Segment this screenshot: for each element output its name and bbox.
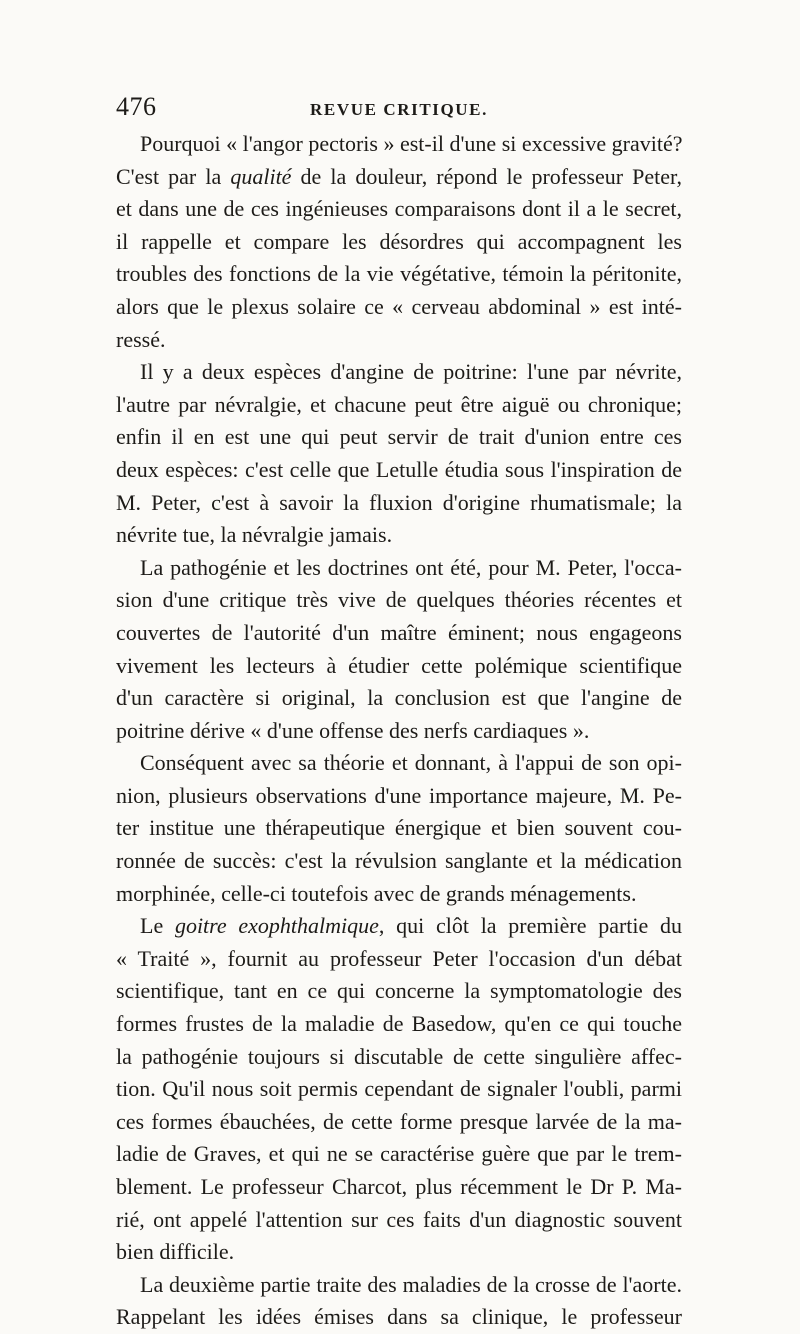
- paragraph: [116, 356, 682, 552]
- text-line: C'est par la qualité de la douleur, répond le professeur Peter,: [116, 163, 683, 189]
- text-line: enfin il en est une qui peut servir de trait d'union entre ces: [116, 424, 682, 450]
- running-head: [116, 92, 682, 124]
- text-line: bien difficile.: [116, 1239, 235, 1265]
- text-line: nion, plusieurs observations d'une importance majeure, M. Pe-: [116, 782, 682, 808]
- text-line: couvertes de l'autorité d'un maître éminent; nous engageons: [116, 619, 682, 645]
- text-line: sion d'une critique très vive de quelques théories récentes et: [116, 587, 682, 613]
- text-line: Rappelant les idées émises dans sa clinique, le professeur: [116, 1304, 682, 1330]
- text-line: Pourquoi « l'angor pectoris » est-il d'une si excessive gravité?: [140, 131, 683, 156]
- running-title: REVUE CRITIQUE.: [310, 100, 488, 119]
- text-line: Il y a deux espèces d'angine de poitrine: l'une par névrite,: [140, 359, 682, 385]
- text-line: Conséquent avec sa théorie et donnant, à l'appui de son opi-: [140, 750, 682, 776]
- text-line: troubles des fonctions de la vie végétative, témoin la péritonite,: [116, 261, 682, 287]
- text-line: et dans une de ces ingénieuses comparaisons dont il a le secret,: [116, 196, 682, 222]
- text-line: rié, ont appelé l'attention sur ces faits d'un diagnostic souvent: [116, 1206, 682, 1232]
- paragraph: [116, 910, 682, 1269]
- text-line: ces formes ébauchées, de cette forme presque larvée de la ma-: [116, 1108, 682, 1134]
- italic-word: qualité: [230, 163, 292, 189]
- text-line: vivement les lecteurs à étudier cette polémique scientifique: [116, 652, 682, 678]
- text-line: il rappelle et compare les désordres qui accompagnent les: [116, 228, 682, 254]
- text-line: alors que le plexus solaire ce « cerveau abdominal » est inté-: [116, 293, 682, 319]
- text-line: ladie de Graves, et qui ne se caractérise guère que par le trem-: [116, 1141, 682, 1167]
- text-line: La pathogénie et les doctrines ont été, pour M. Peter, l'occa-: [140, 554, 682, 580]
- text-line: d'un caractère si original, la conclusion est que l'angine de: [116, 685, 682, 711]
- text-line: blement. Le professeur Charcot, plus récemment le Dr P. Ma-: [116, 1174, 682, 1199]
- text-line: ronnée de succès: c'est la révulsion sanglante et la médication: [116, 848, 682, 874]
- text-line: névrite tue, la névralgie jamais.: [116, 522, 393, 548]
- paragraph: [116, 747, 682, 910]
- text-line: deux espèces: c'est celle que Letulle étudia sous l'inspiration de: [116, 456, 682, 482]
- text-line: « Traité », fournit au professeur Peter l'occasion d'un débat: [116, 945, 682, 971]
- paragraph: [116, 128, 682, 356]
- text-line: ter institue une thérapeutique énergique et bien souvent cou-: [116, 815, 682, 841]
- text-line: morphinée, celle-ci toutefois avec de grands ménagements.: [116, 880, 637, 906]
- text-line: tion. Qu'il nous soit permis cependant de signaler l'oubli, parmi: [116, 1076, 682, 1102]
- text-line: la pathogénie toujours si discutable de cette singulière affec-: [116, 1043, 682, 1069]
- italic-term: goitre exophthalmique: [174, 913, 379, 939]
- text-line: Le goitre exophthalmique, qui clôt la première partie du: [140, 913, 682, 939]
- text-line: l'autre par névralgie, et chacune peut être aiguë ou chronique;: [116, 391, 682, 417]
- text-line: formes frustes de la maladie de Basedow, qu'en ce qui touche: [116, 1011, 682, 1037]
- text-line: poitrine dérive « d'une offense des nerfs cardiaques ».: [116, 717, 590, 743]
- text-line: scientifique, tant en ce qui concerne la symptomatologie des: [116, 978, 682, 1004]
- text-line: ressé.: [116, 326, 166, 352]
- paragraph: [116, 552, 682, 748]
- body-text: [116, 128, 682, 1334]
- page-number: 476: [116, 92, 157, 121]
- text-line: M. Peter, c'est à savoir la fluxion d'origine rhumatismale; la: [116, 489, 682, 515]
- paragraph: [116, 1269, 682, 1334]
- text-line: La deuxième partie traite des maladies de la crosse de l'aorte.: [140, 1271, 682, 1297]
